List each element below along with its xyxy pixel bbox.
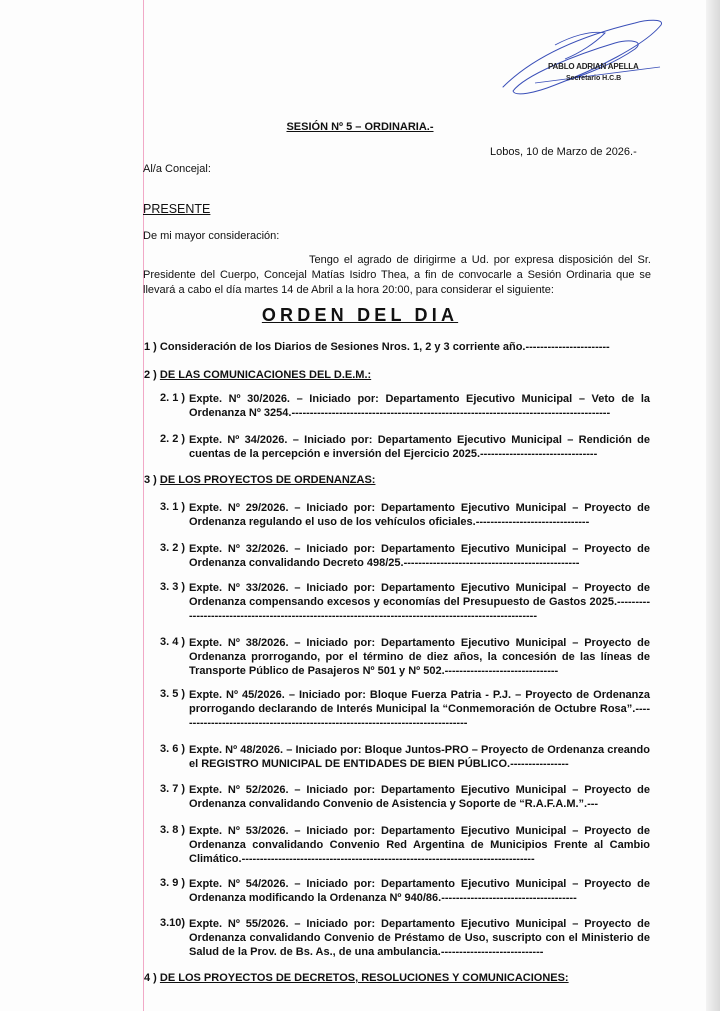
margin-line — [143, 0, 144, 1011]
signature-name: PABLO ADRIAN APELLA — [548, 62, 639, 71]
section-text: DE LAS COMUNICACIONES DEL D.E.M.: — [159, 369, 372, 381]
item-number: 3. 5 ) — [160, 688, 186, 700]
item-number: 3. 1 ) — [160, 501, 186, 513]
section-number: 2 ) — [144, 369, 157, 381]
convocation-paragraph: Tengo el agrado de dirigirme a Ud. por expresa disposición del Sr. Presidente del Cuerpo, Concejal Matías Isidro Thea, a fin de convocarle a Sesión Ordinaria que se llevará a cabo el día martes 14 de Abril a la hora 20:00, para considerar el siguiente: — [143, 254, 651, 296]
page-edge-shadow — [706, 0, 720, 1011]
section-number: 1 ) — [144, 341, 157, 353]
agenda-item: Expte. Nº 33/2026. – Iniciado por: Departamento Ejecutivo Municipal – Proyecto de Ordenanza compensando excesos y economías del Presupuesto de Gastos 2025.-------------------------------------------------------------------------------------------------------- — [189, 582, 650, 622]
greeting-line: De mi mayor consideración: — [143, 230, 280, 242]
agenda-item: Expte. Nº 32/2026. – Iniciado por: Departamento Ejecutivo Municipal – Proyecto de Ordenanza convalidando Decreto 498/25.------------------------------------------------ — [189, 543, 650, 569]
section-number: 3 ) — [144, 474, 157, 486]
agenda-item: Expte. Nº 52/2026. – Iniciado por: Departamento Ejecutivo Municipal – Proyecto de Ordenanza convalidando Convenio de Asistencia y Soporte de “R.A.F.A.M.”.--- — [189, 784, 650, 810]
section-2 — [144, 369, 654, 381]
section-number: 4 ) — [144, 972, 157, 984]
item-number: 3. 6 ) — [160, 743, 186, 755]
recipient-line: Al/a Concejal: — [143, 163, 211, 175]
section-text: DE LOS PROYECTOS DE ORDENANZAS: — [159, 474, 376, 486]
item-number: 3. 9 ) — [160, 877, 186, 889]
item-number: 2. 2 ) — [160, 433, 186, 445]
agenda-item: Expte. Nº 48/2026. – Iniciado por: Bloque Juntos-PRO – Proyecto de Ordenanza creando el REGISTRO MUNICIPAL DE ENTIDADES DE BIEN PÚBLICO.---------------- — [189, 744, 650, 770]
agenda-item: Expte. Nº 45/2026. – Iniciado por: Bloque Fuerza Patria - P.J. – Proyecto de Ordenanza prorrogando declarando de Interés Municipal la “Conmemoración de Octubre Rosa”.-------------------------------------------------------------------------------- — [189, 689, 650, 729]
item-number: 2. 1 ) — [160, 392, 186, 404]
agenda-title: ORDEN DEL DIA — [261, 305, 459, 325]
item-number: 3. 4 ) — [160, 636, 186, 648]
section-4 — [144, 972, 654, 984]
agenda-item: Expte. Nº 34/2026. – Iniciado por: Departamento Ejecutivo Municipal – Rendición de cuentas de la percepción e inversión del Ejercicio 2025.-------------------------------- — [189, 434, 650, 460]
agenda-item: Expte. Nº 30/2026. – Iniciado por: Departamento Ejecutivo Municipal – Veto de la Ordenanza Nº 3254.--------------------------------------------------------------------------------------- — [189, 393, 650, 419]
section-1 — [144, 341, 654, 353]
item-number: 3. 3 ) — [160, 581, 186, 593]
agenda-item: Expte. Nº 54/2026. – Iniciado por: Departamento Ejecutivo Municipal – Proyecto de Ordenanza modificando la Ordenanza Nº 940/86.------------------------------------- — [189, 878, 650, 904]
item-number: 3. 8 ) — [160, 824, 186, 836]
section-text: Consideración de los Diarios de Sesiones Nros. 1, 2 y 3 corriente año.----------------------- — [159, 341, 610, 353]
section-text: DE LOS PROYECTOS DE DECRETOS, RESOLUCIONES Y COMUNICACIONES: — [159, 972, 569, 984]
date-line: Lobos, 10 de Marzo de 2026.- — [490, 146, 637, 158]
agenda-item: Expte. Nº 38/2026. – Iniciado por: Departamento Ejecutivo Municipal – Proyecto de Ordenanza prorrogando, por el término de diez años, la concesión de las líneas de Transporte Público de Pasajeros Nº 501 y Nº 502.------------------------------- — [189, 637, 650, 677]
item-number: 3. 2 ) — [160, 542, 186, 554]
signature-role: Secretario H.C.B — [566, 75, 622, 82]
section-3 — [144, 474, 654, 486]
signature-scribble — [495, 15, 670, 100]
agenda-item: Expte. Nº 53/2026. – Iniciado por: Departamento Ejecutivo Municipal – Proyecto de Ordenanza convalidando Convenio Red Argentina de Municipios Frente al Cambio Climático.-------------------------------------------------------------------------------- — [189, 825, 650, 865]
presente-heading: PRESENTE — [143, 202, 211, 216]
item-number: 3.10) — [160, 917, 186, 929]
agenda-item: Expte. Nº 29/2026. – Iniciado por: Departamento Ejecutivo Municipal – Proyecto de Ordenanza regulando el uso de los vehículos oficiales.------------------------------- — [189, 502, 650, 528]
agenda-item: Expte. Nº 55/2026. – Iniciado por: Departamento Ejecutivo Municipal – Proyecto de Ordenanza convalidando Convenio de Préstamo de Uso, suscripto con el Ministerio de Salud de la Prov. de Bs. As., de una ambulancia.---------------------------- — [189, 918, 650, 958]
session-title: SESIÓN Nº 5 – ORDINARIA.- — [286, 121, 434, 133]
item-number: 3. 7 ) — [160, 783, 186, 795]
